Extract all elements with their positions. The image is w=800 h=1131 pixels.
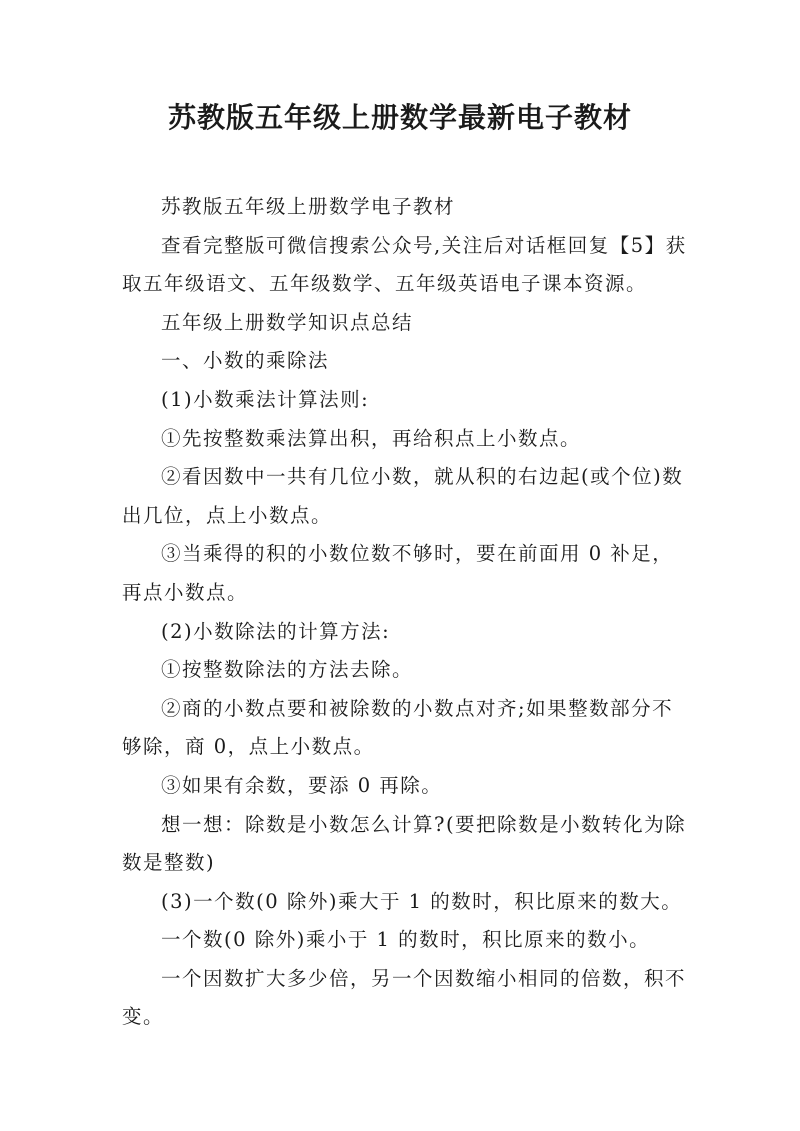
paragraph: ②看因数中一共有几位小数，就从积的右边起(或个位)数出几位，点上小数点。 [122,465,684,527]
paragraph: 一个数(0 除外)乘小于 1 的数时，积比原来的数小。 [161,928,651,952]
paragraph: ①按整数除法的方法去除。 [161,658,414,682]
document-title: 苏教版五年级上册数学最新电子教材 [167,101,632,134]
paragraph: ③如果有余数，要添 0 再除。 [161,773,443,797]
document-body [122,188,694,1037]
paragraph: (1)小数乘法计算法则: [161,387,370,411]
paragraph: ①先按整数乘法算出积，再给积点上小数点。 [161,426,582,450]
paragraph: 苏教版五年级上册数学电子教材 [161,195,456,218]
paragraph: ③当乘得的积的小数位数不够时，要在前面用 0 补足，再点小数点。 [122,542,674,604]
paragraph: ②商的小数点要和被除数的小数点对齐;如果整数部分不够除，商 0，点上小数点。 [122,696,674,759]
paragraph: 五年级上册数学知识点总结 [161,310,414,334]
paragraph: (2)小数除法的计算方法: [161,619,391,643]
paragraph: 一、小数的乘除法 [161,349,330,373]
paragraph: 一个因数扩大多少倍，另一个因数缩小相同的倍数，积不变。 [122,966,687,1029]
paragraph: 查看完整版可微信搜索公众号,关注后对话框回复【5】获取五年级语文、五年级数学、五年级英语电子课本资源。 [122,233,687,296]
paragraph: 想一想：除数是小数怎么计算?(要把除数是小数转化为除数是整数) [122,812,687,875]
paragraph: (3)一个数(0 除外)乘大于 1 的数时，积比原来的数大。 [161,889,683,913]
